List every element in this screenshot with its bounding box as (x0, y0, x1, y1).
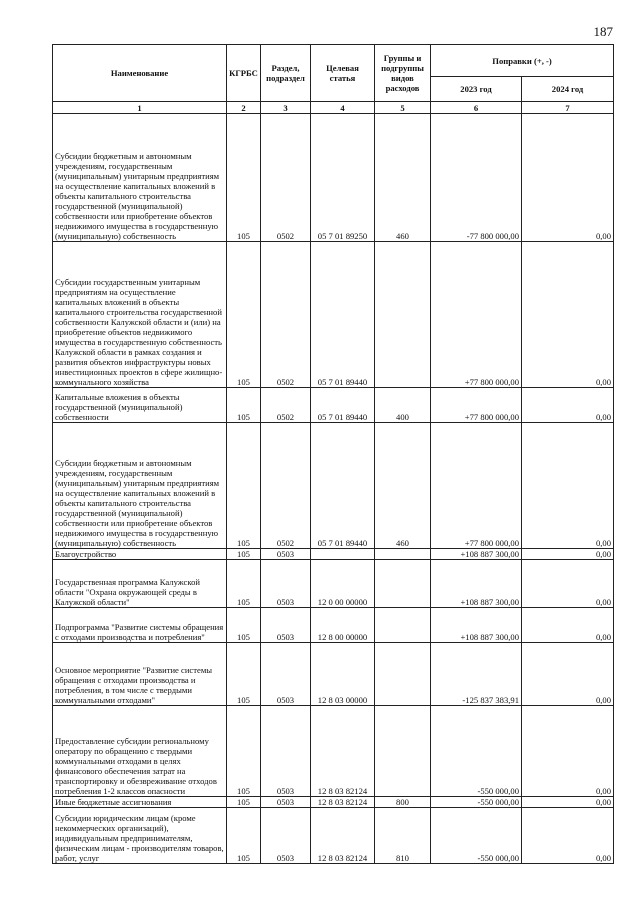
row-kgrbs: 105 (227, 706, 261, 797)
row-name: Предоставление субсидии региональному оператору по обращению с твердыми коммунальными отходами в целях финансового обеспечения затрат на транспортировку и обезвреживание отходов потребления 1-2 классов опасности (53, 706, 227, 797)
row-group (375, 706, 431, 797)
row-section: 0502 (261, 114, 311, 242)
row-name: Субсидии юридическим лицам (кроме некоммерческих организаций), индивидуальным предпринимателям, физическим лицам - производителям товаров, работ, услуг (53, 808, 227, 864)
row-2024: 0,00 (522, 608, 614, 643)
header-2023: 2023 год (431, 77, 522, 102)
row-section: 0502 (261, 423, 311, 549)
row-2024: 0,00 (522, 808, 614, 864)
row-section: 0503 (261, 549, 311, 560)
table-row (53, 549, 614, 560)
row-group: 800 (375, 797, 431, 808)
row-target: 12 8 00 00000 (311, 608, 375, 643)
row-section: 0503 (261, 643, 311, 706)
row-target: 05 7 01 89250 (311, 114, 375, 242)
row-kgrbs: 105 (227, 549, 261, 560)
row-target: 05 7 01 89440 (311, 423, 375, 549)
row-target (311, 549, 375, 560)
row-group (375, 608, 431, 643)
row-name: Иные бюджетные ассигнования (53, 797, 227, 808)
row-kgrbs: 105 (227, 797, 261, 808)
row-2023: +108 887 300,00 (431, 549, 522, 560)
row-section: 0503 (261, 797, 311, 808)
row-2024: 0,00 (522, 388, 614, 423)
row-section: 0502 (261, 388, 311, 423)
header-row (53, 45, 614, 77)
row-2024: 0,00 (522, 114, 614, 242)
row-kgrbs: 105 (227, 242, 261, 388)
table-row (53, 808, 614, 864)
row-kgrbs: 105 (227, 114, 261, 242)
header-kgrbs: КГРБС (227, 45, 261, 102)
row-2023: +108 887 300,00 (431, 608, 522, 643)
header-groups: Группы и подгруппы видов расходов (375, 45, 431, 102)
column-number: 1 (53, 102, 227, 114)
row-2023: -125 837 383,91 (431, 643, 522, 706)
row-kgrbs: 105 (227, 560, 261, 608)
row-2024: 0,00 (522, 560, 614, 608)
row-kgrbs: 105 (227, 388, 261, 423)
row-2023: -550 000,00 (431, 797, 522, 808)
row-name: Субсидии бюджетным и автономным учреждениям, государственным (муниципальным) унитарным предприятиям на осуществление капитальных вложений в объекты капитального строительства государственной (муниципальной) собственности или приобретение объектов недвижимого имущества в государственную (муниципальную) собственность (53, 423, 227, 549)
table-row (53, 560, 614, 608)
row-2023: +77 800 000,00 (431, 423, 522, 549)
table-row (53, 242, 614, 388)
table-row (53, 388, 614, 423)
row-section: 0503 (261, 560, 311, 608)
table-row (53, 706, 614, 797)
row-2023: +77 800 000,00 (431, 388, 522, 423)
row-group (375, 242, 431, 388)
row-kgrbs: 105 (227, 608, 261, 643)
row-target: 12 8 03 00000 (311, 643, 375, 706)
row-name: Капитальные вложения в объекты государственной (муниципальной) собственности (53, 388, 227, 423)
header-name: Наименование (53, 45, 227, 102)
header-section: Раздел, подраздел (261, 45, 311, 102)
row-section: 0503 (261, 808, 311, 864)
table-row (53, 643, 614, 706)
column-number: 5 (375, 102, 431, 114)
row-name: Благоустройство (53, 549, 227, 560)
row-group (375, 549, 431, 560)
table-row (53, 797, 614, 808)
row-group (375, 643, 431, 706)
row-target: 12 8 03 82124 (311, 797, 375, 808)
table-row (53, 423, 614, 549)
row-2024: 0,00 (522, 549, 614, 560)
row-target: 05 7 01 89440 (311, 242, 375, 388)
column-number: 6 (431, 102, 522, 114)
column-number: 2 (227, 102, 261, 114)
row-target: 12 0 00 00000 (311, 560, 375, 608)
row-name: Основное мероприятие "Развитие системы обращения с отходами производства и потребления, в том числе с твердыми коммунальными отходами" (53, 643, 227, 706)
row-2023: +77 800 000,00 (431, 242, 522, 388)
column-number: 4 (311, 102, 375, 114)
row-name: Подпрограмма "Развитие системы обращения с отходами производства и потребления" (53, 608, 227, 643)
row-group: 400 (375, 388, 431, 423)
column-numbers-row (53, 102, 614, 114)
row-2023: -550 000,00 (431, 808, 522, 864)
row-2023: -550 000,00 (431, 706, 522, 797)
row-2024: 0,00 (522, 423, 614, 549)
row-section: 0502 (261, 242, 311, 388)
row-2024: 0,00 (522, 797, 614, 808)
row-name: Субсидии государственным унитарным предприятиям на осуществление капитальных вложений в объекты капитального строительства государственной собственности Калужской области и (или) на приобретение объектов недвижимого имущества в государственную собственность Калужской области в рамках создания и развития объектов инфраструктуры новых инвестиционных проектов в сфере жилищно-коммунального хозяйства (53, 242, 227, 388)
row-name: Государственная программа Калужской области "Охрана окружающей среды в Калужской области" (53, 560, 227, 608)
row-2023: +108 887 300,00 (431, 560, 522, 608)
column-number: 7 (522, 102, 614, 114)
row-group (375, 560, 431, 608)
row-group: 460 (375, 114, 431, 242)
row-2023: -77 800 000,00 (431, 114, 522, 242)
row-target: 12 8 03 82124 (311, 808, 375, 864)
row-target: 12 8 03 82124 (311, 706, 375, 797)
row-target: 05 7 01 89440 (311, 388, 375, 423)
row-kgrbs: 105 (227, 643, 261, 706)
row-2024: 0,00 (522, 706, 614, 797)
header-amendments: Поправки (+, -) (431, 45, 614, 77)
row-2024: 0,00 (522, 242, 614, 388)
row-section: 0503 (261, 706, 311, 797)
table-row (53, 608, 614, 643)
page-number: 187 (593, 24, 613, 39)
row-group: 460 (375, 423, 431, 549)
row-name: Субсидии бюджетным и автономным учреждениям, государственным (муниципальным) унитарным предприятиям на осуществление капитальных вложений в объекты капитального строительства государственной (муниципальной) собственности или приобретение объектов недвижимого имущества в государственную (муниципальную) собственность (53, 114, 227, 242)
column-number: 3 (261, 102, 311, 114)
row-kgrbs: 105 (227, 808, 261, 864)
header-target: Целевая статья (311, 45, 375, 102)
budget-amendments-table (52, 44, 614, 864)
row-section: 0503 (261, 608, 311, 643)
table-row (53, 114, 614, 242)
row-2024: 0,00 (522, 643, 614, 706)
header-2024: 2024 год (522, 77, 614, 102)
row-group: 810 (375, 808, 431, 864)
row-kgrbs: 105 (227, 423, 261, 549)
